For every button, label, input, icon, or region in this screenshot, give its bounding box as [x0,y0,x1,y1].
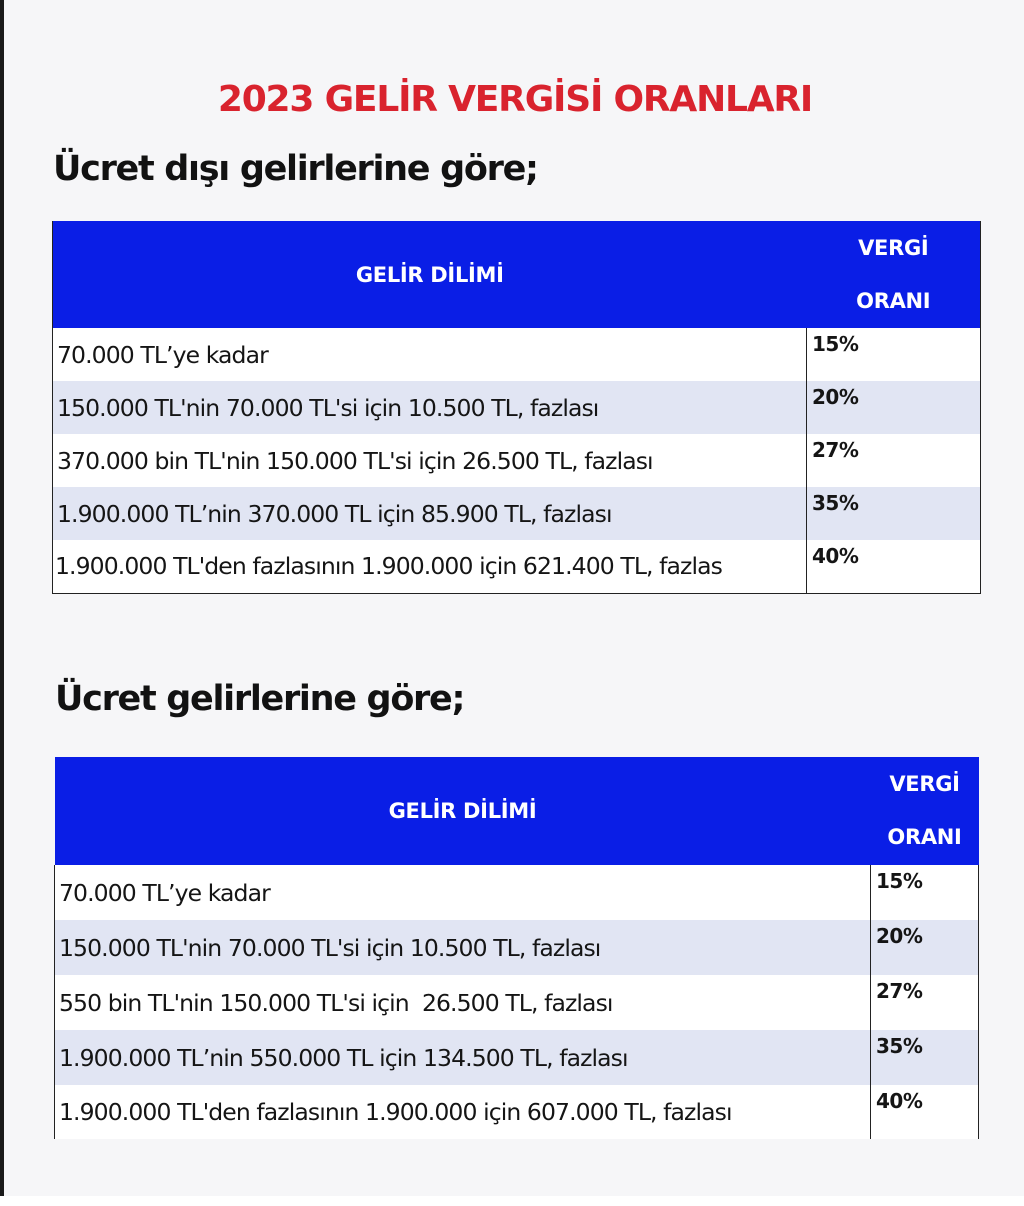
bottom-strip [0,1196,1024,1206]
left-edge-border [0,0,4,1206]
bracket-cell: 550 bin TL'nin 150.000 TL'si için 26.500 TL, fazlası [55,975,871,1030]
table-row [53,328,981,381]
table-row [55,975,979,1030]
bracket-cell: 70.000 TL’ye kadar [53,328,807,381]
rate-cell: 20% [871,920,979,975]
rate-cell: 15% [871,865,979,920]
rate-cell: 15% [807,328,981,381]
table-row [55,920,979,975]
bracket-cell: 1.900.000 TL’nin 370.000 TL için 85.900 TL, fazlası [53,487,807,540]
bracket-cell: 370.000 bin TL'nin 150.000 TL'si için 26.500 TL, fazlası [53,434,807,487]
rate-cell: 40% [807,540,981,593]
page-title: 2023 GELİR VERGİSİ ORANLARI [217,79,813,120]
table-row [53,487,981,540]
section-heading-wage: Ücret gelirlerine göre; [55,679,465,719]
tax-table-wage [54,757,979,1139]
table-row [53,434,981,487]
table-header-row [55,757,979,865]
rate-cell: 20% [807,381,981,434]
table-header-row [53,221,981,328]
table-row [55,1085,979,1139]
bracket-cell: 1.900.000 TL'den fazlasının 1.900.000 için 621.400 TL, fazlas [53,540,807,593]
bracket-cell: 1.900.000 TL’nin 550.000 TL için 134.500 TL, fazlası [55,1030,871,1085]
rate-cell: 27% [871,975,979,1030]
header-tax-rate: VERGİ ORANI [871,757,979,865]
rate-cell: 35% [807,487,981,540]
bracket-cell: 150.000 TL'nin 70.000 TL'si için 10.500 TL, fazlası [55,920,871,975]
header-income-bracket: GELİR DİLİMİ [53,221,807,328]
table-row [53,381,981,434]
header-tax-rate: VERGİ ORANI [807,221,981,328]
bracket-cell: 150.000 TL'nin 70.000 TL'si için 10.500 TL, fazlası [53,381,807,434]
rate-cell: 40% [871,1085,979,1139]
rate-cell: 35% [871,1030,979,1085]
bracket-cell: 1.900.000 TL'den fazlasının 1.900.000 için 607.000 TL, fazlası [55,1085,871,1139]
table-row [55,1030,979,1085]
tax-table-non-wage [52,221,981,594]
bracket-cell: 70.000 TL’ye kadar [55,865,871,920]
rate-cell: 27% [807,434,981,487]
table-row [55,865,979,920]
section-heading-non-wage: Ücret dışı gelirlerine göre; [53,149,538,189]
header-income-bracket: GELİR DİLİMİ [55,757,871,865]
table-row [53,540,981,593]
